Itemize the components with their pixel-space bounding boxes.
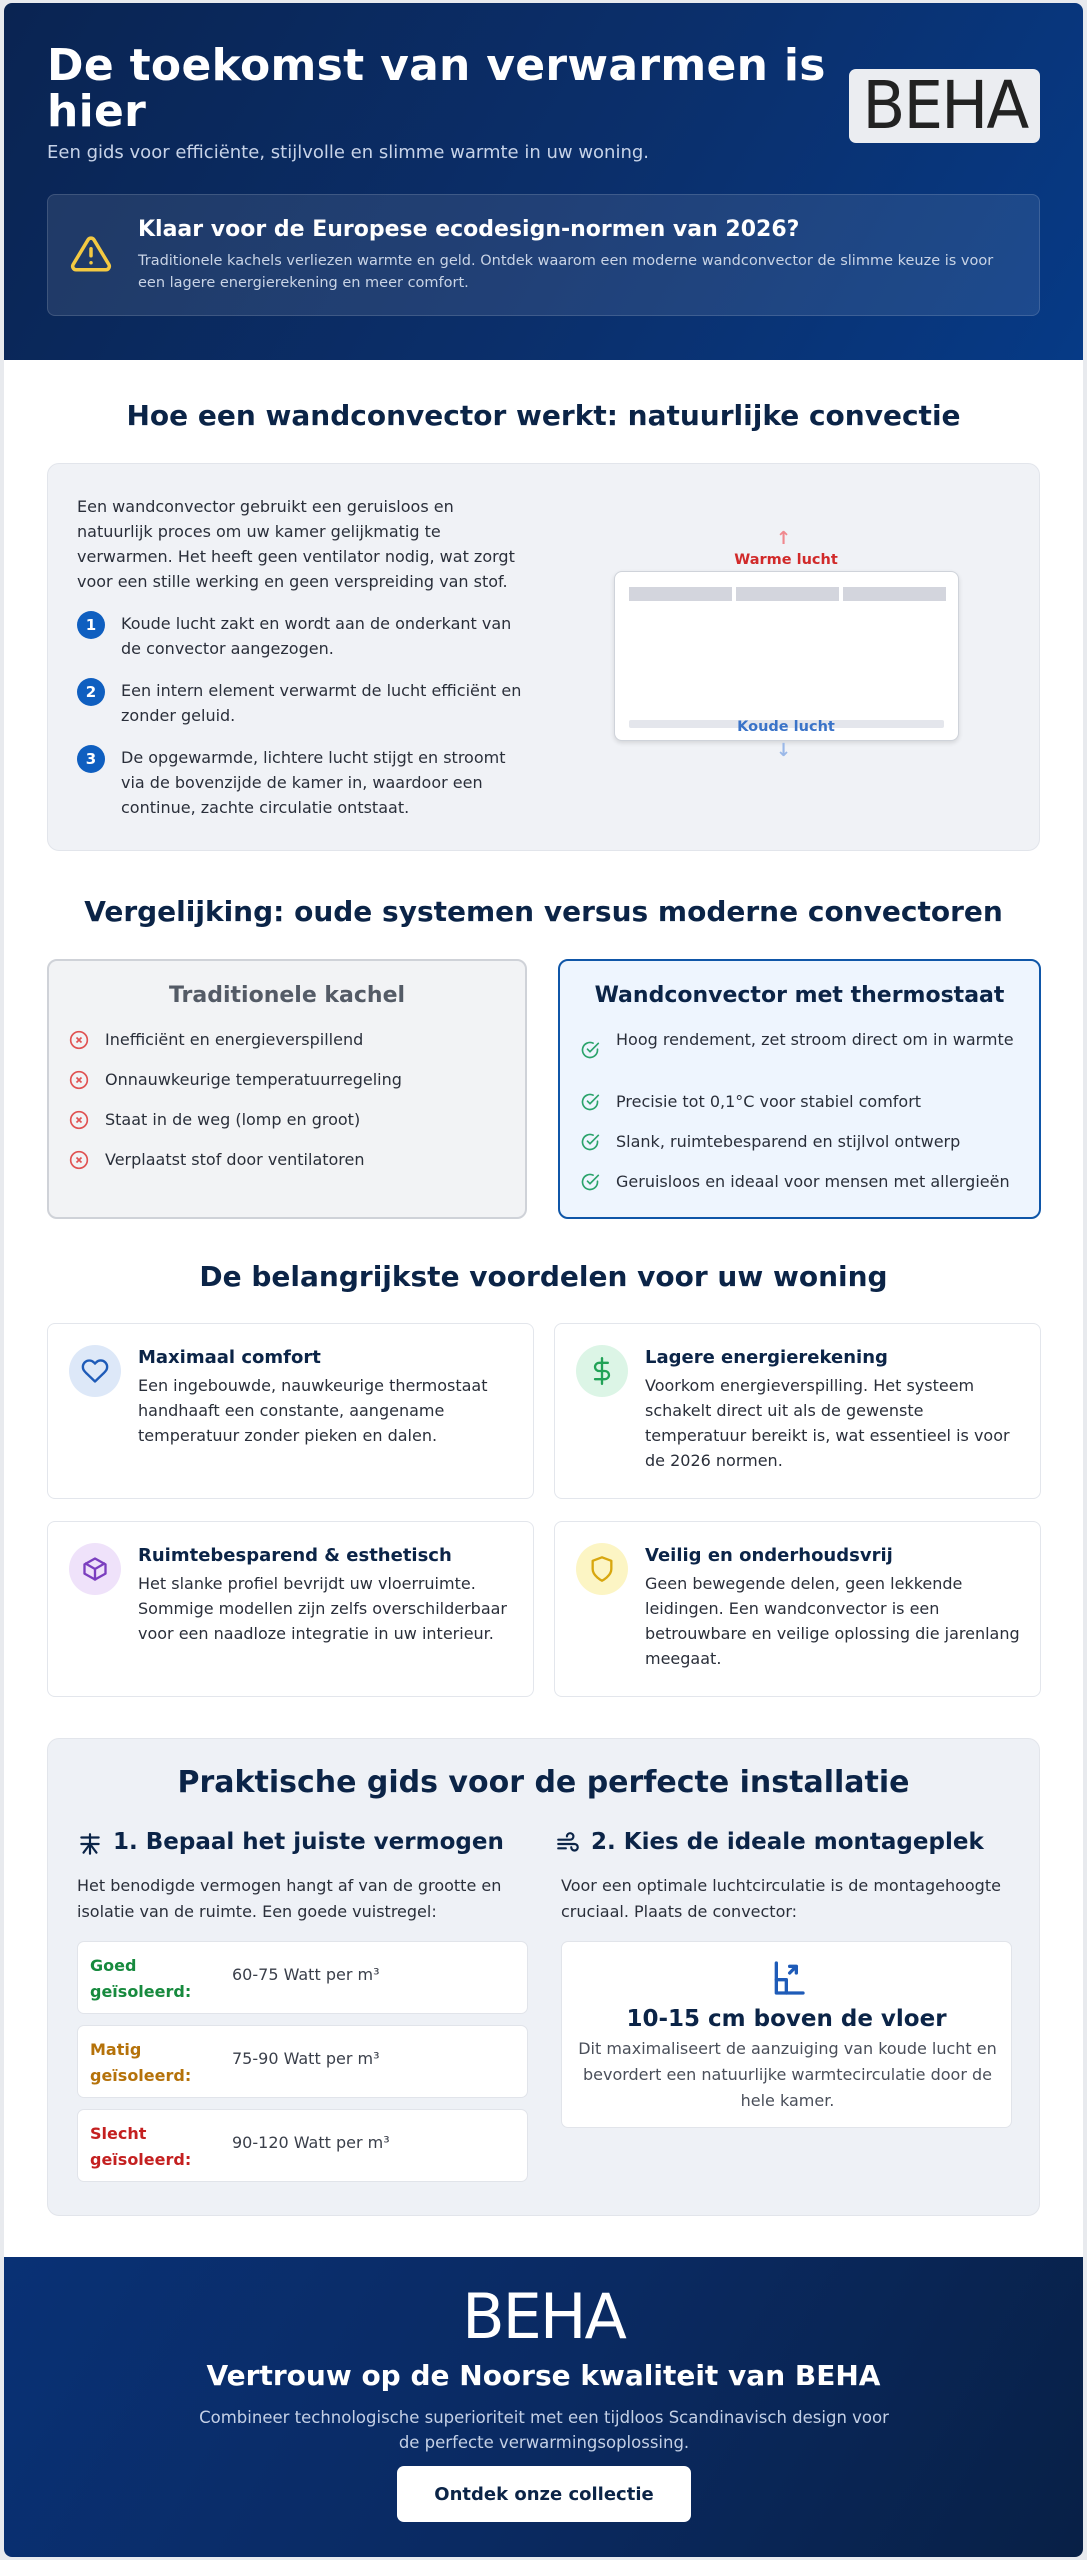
item-text: Onnauwkeurige temperatuurregeling — [105, 1070, 402, 1089]
benefit-text: Geen bewegende delen, geen lekkende leidingen. Een wandconvector is een betrouwbare en veilige oplossing die jarenlang meegaat. — [645, 1574, 1020, 1668]
warm-air-label: Warme lucht — [734, 552, 838, 568]
card-title: Wandconvector met thermostaat — [594, 983, 1005, 1008]
footer-logo: BEHA — [462, 2280, 625, 2353]
corner-placement-icon — [768, 1958, 808, 1998]
logo-text: BEHA — [861, 67, 1028, 144]
how-intro: Een wandconvector gebruikt een geruisloos en natuurlijk proces om uw kamer gelijkmatig te verwarmen. Het heeft geen ventilator nodig, wat zorgt voor een stille werking en geen verspreiding van stof. — [77, 497, 515, 591]
convector-grille — [629, 587, 732, 601]
step-text: Koude lucht zakt en wordt aan de onderkant van de convector aangezogen. — [121, 614, 512, 658]
benefit-card — [47, 1521, 534, 1697]
footer-title: Vertrouw op de Noorse kwaliteit van BEHA — [206, 2359, 881, 2392]
hero — [4, 3, 1083, 360]
how-it-works-panel — [47, 463, 1040, 851]
item-text: Precisie tot 0,1°C voor stabiel comfort — [616, 1092, 922, 1111]
mount-description: Dit maximaliseert de aanzuiging van koude lucht en bevordert een natuurlijke warmtecirculatie door de hele kamer. — [578, 2039, 997, 2110]
benefit-text: Een ingebouwde, nauwkeurige thermostaat handhaaft een constante, aangename temperatuur zonder pieken en dalen. — [138, 1376, 488, 1445]
step-number: 1 — [77, 611, 105, 639]
notice-title: Klaar voor de Europese ecodesign-normen van 2026? — [138, 217, 800, 242]
step-number: 2 — [77, 678, 105, 706]
insulation-label: Goed geïsoleerd: — [90, 1956, 192, 2001]
cold-air-label: Koude lucht — [737, 719, 835, 735]
beha-logo — [849, 69, 1040, 143]
arrow-up-icon: ↑ — [776, 528, 792, 549]
hero-title: De toekomst van verwarmen is hier — [47, 40, 826, 137]
step-text: Een intern element verwarmt de lucht efficiënt en zonder geluid. — [121, 681, 522, 725]
benefits-section-title: De belangrijkste voordelen voor uw woning — [199, 1260, 888, 1293]
check-circle-icon — [580, 1132, 600, 1152]
convector-grille — [843, 587, 946, 601]
notice-text: Traditionele kachels verliezen warmte en geld. Ontdek waarom een moderne wandconvector de slimme keuze is voor een lagere energierekening en meer comfort. — [138, 253, 994, 291]
explore-collection-button[interactable]: Ontdek onze collectie — [397, 2466, 691, 2522]
item-text: Slank, ruimtebesparend en stijlvol ontwerp — [616, 1132, 961, 1151]
comparison-section-title: Vergelijking: oude systemen versus moderne convectoren — [84, 895, 1003, 928]
ecodesign-notice — [47, 194, 1040, 316]
installation-title: Praktische gids voor de perfecte installatie — [177, 1765, 910, 1800]
page — [4, 3, 1083, 2557]
hero-subtitle: Een gids voor efficiënte, stijlvolle en slimme warmte in uw woning. — [47, 142, 650, 163]
check-circle-icon — [580, 1092, 600, 1112]
benefit-title: Ruimtebesparend & esthetisch — [138, 1545, 452, 1566]
item-text: Hoog rendement, zet stroom direct om in warmte — [616, 1030, 1014, 1049]
heading-text: 2. Kies de ideale montageplek — [591, 1829, 984, 1855]
step-text: De opgewarmde, lichtere lucht stijgt en stroomt via de bovenzijde de kamer in, waardoor een continue, zachte circulatie ontstaat. — [121, 748, 506, 817]
step-number: 3 — [77, 745, 105, 773]
convector-illustration — [614, 571, 959, 741]
check-circle-icon — [580, 1040, 600, 1060]
x-circle-icon — [69, 1030, 89, 1050]
traditional-heater-card — [47, 959, 527, 1219]
benefit-card — [554, 1521, 1041, 1697]
x-circle-icon — [69, 1110, 89, 1130]
heading-text: 1. Bepaal het juiste vermogen — [113, 1829, 504, 1855]
heart-icon — [69, 1345, 121, 1397]
benefit-title: Veilig en onderhoudsvrij — [645, 1545, 893, 1566]
item-text: Staat in de weg (lomp en groot) — [105, 1110, 361, 1129]
card-title: Traditionele kachel — [168, 983, 406, 1008]
cube-icon — [69, 1543, 121, 1595]
how-section-title: Hoe een wandconvector werkt: natuurlijke convectie — [126, 399, 961, 432]
benefit-title: Lagere energierekening — [645, 1347, 888, 1368]
mount-text: Voor een optimale luchtcirculatie is de montagehoogte cruciaal. Plaats de convector: — [561, 1876, 1001, 1921]
insulation-value: 60-75 Watt per m³ — [232, 1965, 380, 1984]
dollar-icon — [576, 1345, 628, 1397]
check-circle-icon — [580, 1172, 600, 1192]
arrow-down-icon: ↓ — [776, 740, 792, 761]
wind-icon — [555, 1831, 581, 1857]
footer-text: Combineer technologische superioriteit met een tijdloos Scandinavisch design voor de perfecte verwarmingsoplossing. — [199, 2408, 889, 2452]
insulation-value: 90-120 Watt per m³ — [232, 2133, 390, 2152]
benefit-title: Maximaal comfort — [138, 1347, 321, 1368]
sliders-icon — [77, 1831, 103, 1857]
warning-triangle-icon — [70, 233, 112, 275]
item-text: Geruisloos en ideaal voor mensen met allergieën — [616, 1172, 1010, 1191]
benefit-text: Het slanke profiel bevrijdt uw vloerruimte. Sommige modellen zijn zelfs overschilderbaar voor een naadloze integratie in uw interieur. — [138, 1574, 508, 1643]
insulation-label: Matig geïsoleerd: — [90, 2040, 192, 2085]
item-text: Inefficiënt en energieverspillend — [105, 1030, 364, 1049]
footer — [4, 2257, 1083, 2557]
benefit-text: Voorkom energieverspilling. Het systeem schakelt direct uit als de gewenste temperatuur bereikt is, wat essentieel is voor de 2026 normen. — [645, 1376, 1010, 1470]
shield-icon — [576, 1543, 628, 1595]
insulation-row — [77, 1941, 528, 2014]
mount-title: 10-15 cm boven de vloer — [626, 2006, 947, 2032]
x-circle-icon — [69, 1150, 89, 1170]
insulation-row — [77, 2025, 528, 2098]
insulation-label: Slecht geïsoleerd: — [90, 2124, 192, 2169]
convector-grille — [736, 587, 839, 601]
insulation-value: 75-90 Watt per m³ — [232, 2049, 380, 2068]
installation-guide — [47, 1738, 1040, 2216]
benefit-card — [47, 1323, 534, 1499]
x-circle-icon — [69, 1070, 89, 1090]
power-text: Het benodigde vermogen hangt af van de grootte en isolatie van de ruimte. Een goede vuistregel: — [77, 1876, 502, 1921]
item-text: Verplaatst stof door ventilatoren — [105, 1150, 365, 1169]
benefit-card — [554, 1323, 1041, 1499]
insulation-row — [77, 2109, 528, 2182]
mount-height-box — [561, 1941, 1012, 2128]
wall-convector-card — [558, 959, 1041, 1219]
